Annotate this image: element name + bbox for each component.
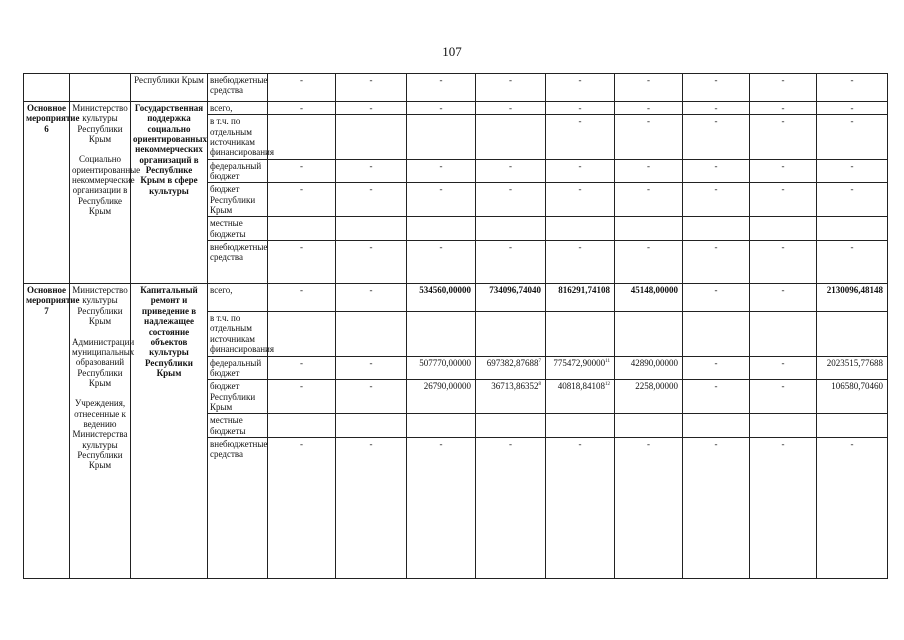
- value-cell: 26790,00000: [407, 380, 476, 414]
- value-cell: -: [817, 159, 888, 183]
- value-cell: -: [683, 380, 750, 414]
- page-number: 107: [442, 44, 462, 59]
- value-cell: -: [750, 74, 817, 102]
- value-cell: 106580,70460: [817, 380, 888, 414]
- value-cell: 2023515,77688: [817, 356, 888, 380]
- value-cell: -: [750, 241, 817, 284]
- value-cell: -: [407, 74, 476, 102]
- value-cell: -: [750, 115, 817, 159]
- value-cell: [336, 312, 407, 356]
- value-cell: 534560,00000: [407, 284, 476, 312]
- value-cell: [683, 217, 750, 241]
- value-cell: [336, 217, 407, 241]
- value-cell: [407, 312, 476, 356]
- source-cell: в т.ч. по отдельным источникам финансирования: [208, 115, 268, 159]
- value-cell: -: [268, 356, 336, 380]
- footnote-mark: 7: [538, 358, 541, 364]
- value-cell: [683, 414, 750, 438]
- value-cell: -: [546, 183, 615, 217]
- value-text: 36713,86352: [491, 381, 539, 392]
- source-cell: внебюджетные средства: [208, 437, 268, 578]
- value-cell: -: [268, 74, 336, 102]
- value-cell: [476, 217, 546, 241]
- responsible-2: Социально ориентированные некоммерческие организации в Республике Крым: [72, 154, 141, 217]
- value-cell: -: [683, 241, 750, 284]
- value-cell: [268, 414, 336, 438]
- value-cell: -: [615, 159, 683, 183]
- value-cell: 816291,74108: [546, 284, 615, 312]
- value-cell: -: [817, 241, 888, 284]
- value-cell: 507770,00000: [407, 356, 476, 380]
- value-cell: [407, 217, 476, 241]
- value-cell: -: [407, 183, 476, 217]
- value-cell: -: [476, 74, 546, 102]
- responsible-2: Администрации муниципальных образований Республики Крым: [72, 336, 135, 388]
- source-cell: местные бюджеты: [208, 414, 268, 438]
- value-cell: -: [615, 115, 683, 159]
- value-cell: [407, 115, 476, 159]
- value-cell: -: [750, 159, 817, 183]
- value-cell: [268, 312, 336, 356]
- footnote-mark: 8: [538, 382, 541, 388]
- value-cell: -: [268, 102, 336, 115]
- value-cell: [750, 414, 817, 438]
- value-cell: -: [268, 183, 336, 217]
- value-cell: -: [476, 102, 546, 115]
- value-cell: [476, 414, 546, 438]
- value-cell: -: [336, 159, 407, 183]
- footnote-mark: 11: [605, 358, 610, 364]
- value-cell: -: [336, 356, 407, 380]
- value-cell: -: [615, 102, 683, 115]
- budget-table: [23, 73, 888, 579]
- value-cell: [817, 414, 888, 438]
- value-cell: [336, 115, 407, 159]
- value-cell: [336, 414, 407, 438]
- value-cell: -: [476, 183, 546, 217]
- activity-6-title: Государственная поддержка социально ориентированных некоммерческих организаций в Республике Крым в сфере культуры: [131, 102, 208, 284]
- activity-7-responsible: [70, 284, 135, 579]
- responsible-1: Министерство культуры Республики Крым: [72, 103, 128, 145]
- table-row: [24, 102, 888, 115]
- value-cell: [817, 217, 888, 241]
- value-cell: -: [336, 74, 407, 102]
- value-cell: -: [683, 437, 750, 578]
- value-cell: -: [268, 159, 336, 183]
- value-cell: -: [683, 115, 750, 159]
- value-cell: [546, 217, 615, 241]
- source-cell: в т.ч. по отдельным источникам финансирования: [208, 312, 268, 356]
- footnote-mark: 12: [605, 382, 610, 388]
- activity-6-responsible: [70, 102, 141, 284]
- value-cell: -: [336, 102, 407, 115]
- value-cell: [683, 312, 750, 356]
- activity-7-title: Капитальный ремонт и приведение в надлежащее состояние объектов культуры Республики Крым: [131, 284, 208, 579]
- value-cell: [546, 380, 615, 414]
- value-cell: -: [615, 183, 683, 217]
- source-cell: бюджет Республики Крым: [208, 183, 268, 217]
- value-cell: 2258,00000: [615, 380, 683, 414]
- value-cell: -: [407, 241, 476, 284]
- value-text: 40818,84108: [557, 381, 605, 392]
- value-cell: -: [817, 115, 888, 159]
- source-cell: местные бюджеты: [208, 217, 268, 241]
- source-cell: всего,: [208, 284, 268, 312]
- value-cell: -: [683, 159, 750, 183]
- value-cell: -: [750, 102, 817, 115]
- empty-cell: [70, 74, 131, 102]
- top-title-cell: Республики Крым: [131, 74, 208, 102]
- value-cell: -: [336, 380, 407, 414]
- value-cell: -: [817, 74, 888, 102]
- value-cell: [268, 217, 336, 241]
- value-cell: -: [683, 102, 750, 115]
- value-cell: -: [546, 115, 615, 159]
- value-cell: [615, 217, 683, 241]
- value-cell: [615, 414, 683, 438]
- value-cell: -: [546, 74, 615, 102]
- source-cell: внебюджетные средства: [208, 241, 268, 284]
- responsible-1: Министерство культуры Республики Крым: [72, 285, 128, 327]
- activity-7-label: Основное мероприятие 7: [24, 284, 70, 579]
- value-cell: 2130096,48148: [817, 284, 888, 312]
- value-cell: -: [546, 159, 615, 183]
- activity-6-label: Основное мероприятие 6: [24, 102, 70, 284]
- value-cell: [615, 312, 683, 356]
- value-cell: -: [615, 74, 683, 102]
- value-cell: -: [683, 356, 750, 380]
- value-cell: [546, 312, 615, 356]
- value-text: 697382,87688: [486, 357, 539, 368]
- value-cell: -: [546, 102, 615, 115]
- value-cell: -: [336, 183, 407, 217]
- value-cell: -: [476, 437, 546, 578]
- value-cell: -: [615, 437, 683, 578]
- value-cell: [546, 414, 615, 438]
- value-cell: -: [750, 284, 817, 312]
- empty-cell: [24, 74, 70, 102]
- value-cell: -: [817, 183, 888, 217]
- value-cell: [546, 356, 615, 380]
- value-cell: -: [336, 284, 407, 312]
- value-cell: 45148,00000: [615, 284, 683, 312]
- value-cell: [268, 115, 336, 159]
- value-cell: -: [407, 102, 476, 115]
- table-row: [24, 284, 888, 312]
- value-cell: -: [683, 284, 750, 312]
- value-cell: -: [546, 241, 615, 284]
- value-cell: -: [615, 241, 683, 284]
- value-cell: -: [817, 437, 888, 578]
- source-cell: федеральный бюджет: [208, 159, 268, 183]
- value-cell: -: [750, 183, 817, 217]
- value-cell: -: [268, 437, 336, 578]
- value-cell: 42890,00000: [615, 356, 683, 380]
- source-cell: всего,: [208, 102, 268, 115]
- value-cell: [476, 115, 546, 159]
- source-cell: федеральный бюджет: [208, 356, 268, 380]
- value-cell: -: [817, 102, 888, 115]
- value-cell: [476, 312, 546, 356]
- value-cell: [407, 414, 476, 438]
- table-row: [24, 74, 888, 102]
- value-cell: [750, 217, 817, 241]
- value-cell: [476, 356, 546, 380]
- value-cell: [476, 380, 546, 414]
- value-cell: -: [407, 159, 476, 183]
- value-cell: -: [268, 380, 336, 414]
- value-cell: -: [407, 437, 476, 578]
- value-cell: -: [750, 437, 817, 578]
- value-cell: [750, 312, 817, 356]
- value-cell: [817, 312, 888, 356]
- value-text: 775472,90000: [553, 357, 606, 368]
- value-cell: -: [268, 241, 336, 284]
- value-cell: -: [683, 183, 750, 217]
- value-cell: -: [476, 159, 546, 183]
- source-cell: внебюджетные средства: [208, 74, 268, 102]
- value-cell: -: [336, 437, 407, 578]
- value-cell: -: [546, 437, 615, 578]
- value-cell: -: [268, 284, 336, 312]
- source-cell: бюджет Республики Крым: [208, 380, 268, 414]
- value-cell: -: [683, 74, 750, 102]
- value-cell: -: [750, 380, 817, 414]
- value-cell: -: [476, 241, 546, 284]
- value-cell: -: [336, 241, 407, 284]
- value-cell: -: [750, 356, 817, 380]
- responsible-3: Учреждения, отнесенные к ведению Министерства культуры Республики Крым: [72, 398, 128, 471]
- value-cell: 734096,74040: [476, 284, 546, 312]
